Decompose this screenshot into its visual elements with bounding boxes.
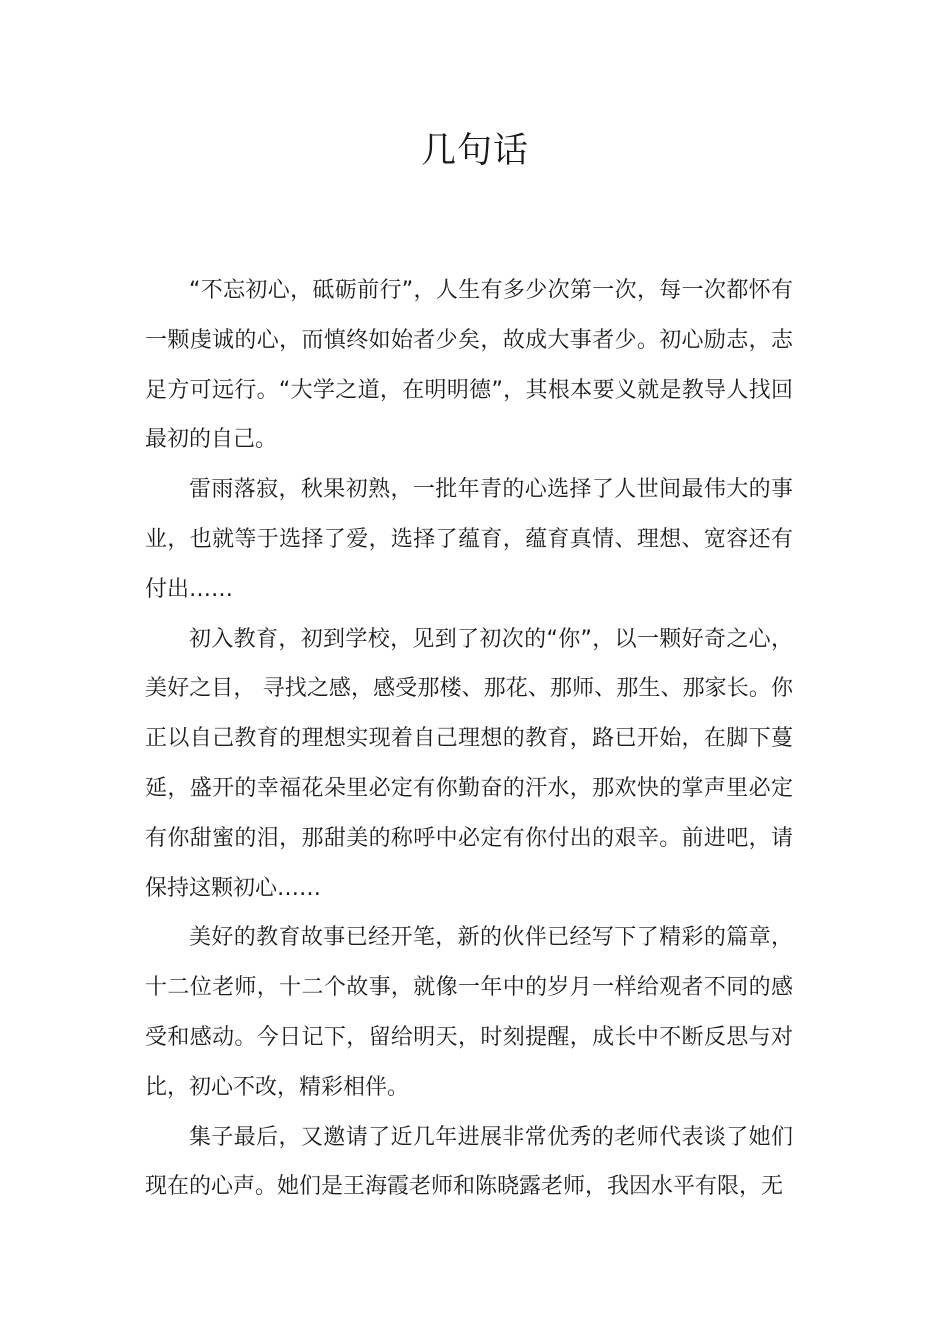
paragraph-2: 雷雨落寂，秋果初熟，一批年青的心选择了人世间最伟大的事业，也就等于选择了爱，选择了蕴育，蕴育真情、理想、宽容还有付出…… <box>145 477 793 602</box>
paragraph-4: 美好的教育故事已经开笔，新的伙伴已经写下了精彩的篇章，十二位老师，十二个故事，就像一年中的岁月一样给观者不同的感受和感动。今日记下，留给明天，时刻提醒，成长中不断反思与对比，初心不改，精彩相伴。 <box>145 925 793 1100</box>
document-body <box>145 266 793 1212</box>
paragraph-1: “不忘初心，砥砺前行”，人生有多少次第一次，每一次都怀有一颗虔诚的心，而慎终如始者少矣，故成大事者少。初心励志，志足方可远行。“大学之道，在明明德”，其根本要义就是教导人找回最初的自己。 <box>145 278 793 453</box>
paragraph-3: 初入教育，初到学校，见到了初次的“你”，以一颗好奇之心，美好之目， 寻找之感，感受那楼、那花、那师、那生、那家长。你正以自己教育的理想实现着自己理想的教育，路已开始，在脚下蔓延，盛开的幸福花朵里必定有你勤奋的汗水，那欢快的掌声里必定有你甜蜜的泪，那甜美的称呼中必定有你付出的艰辛。前进吧，请保持这颗初心…… <box>145 626 793 901</box>
paragraph-5: 集子最后，又邀请了近几年进展非常优秀的老师代表谈了她们现在的心声。她们是王海霞老师和陈晓露老师，我因水平有限，无 <box>145 1124 793 1200</box>
document-title: 几句话 <box>420 131 529 171</box>
